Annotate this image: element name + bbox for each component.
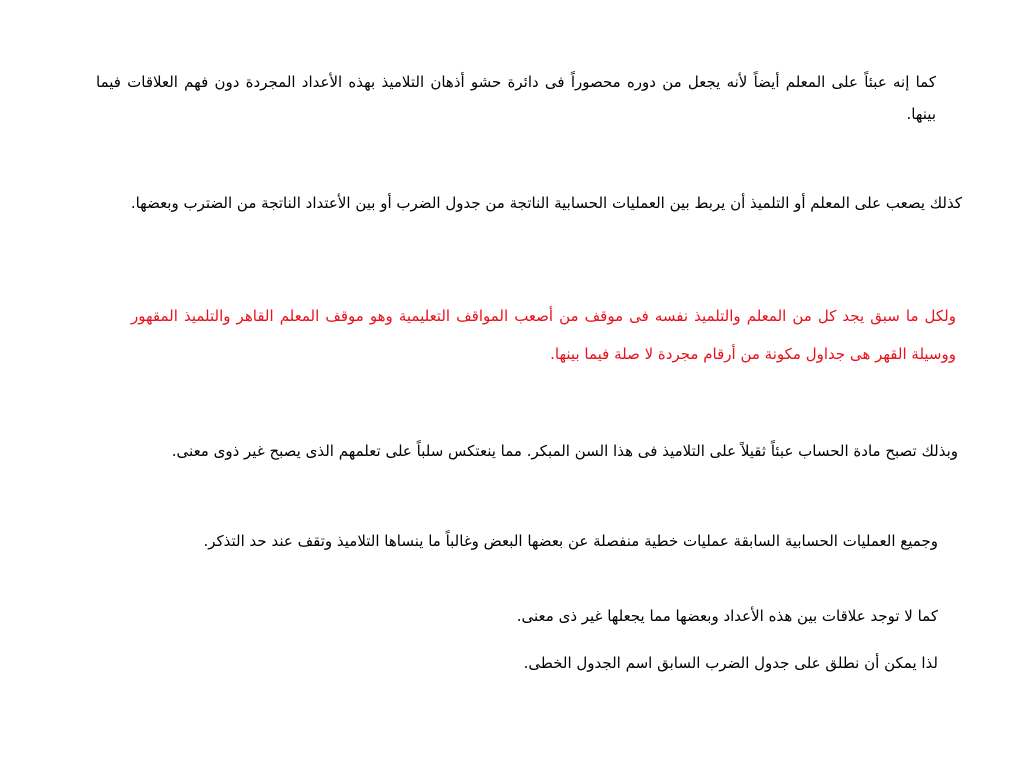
- paragraph-linear-table: لذا يمكن أن نطلق على جدول الضرب السابق اسم الجدول الخطى.: [523, 654, 938, 672]
- paragraph-teacher-burden: كما إنه عبئاً على المعلم أيضاً لأنه يجعل من دوره محصوراً فى دائرة حشو أذهان التلاميذ بهذه الأعداد المجردة دون فهم العلاقات فيما بينها.: [96, 73, 936, 123]
- paragraph-no-relations: كما لا توجد علاقات بين هذه الأعداد وبعضها مما يجعلها غير ذى معنى.: [516, 607, 938, 625]
- paragraph-oppression-highlight: ولكل ما سبق يجد كل من المعلم والتلميذ نفسه فى موقف من أصعب المواقف التعليمية وهو موقف المعلم القاهر والتلميذ المقهور ووسيلة القهر هى جداول مكونة من أرقام مجردة لا صلة فيما بينها.: [131, 307, 956, 363]
- paragraph-linear-operations: وجميع العمليات الحسابية السابقة عمليات خطية منفصلة عن بعضها البعض وغالباً ما ينساها التلاميذ وتقف عند حد التذكر.: [203, 532, 938, 550]
- paragraph-linking-difficulty: كذلك يصعب على المعلم أو التلميذ أن يربط بين العمليات الحسابية الناتجة من جدول الضرب أو بين الأعتداد الناتجة من الضترب وبعضها.: [130, 194, 962, 212]
- paragraph-arithmetic-burden: وبذلك تصبح مادة الحساب عبئاً ثقيلاً على التلاميذ فى هذا السن المبكر. مما ينعتكس سلباً على تعلمهم الذى يصبح غير ذوى معنى.: [171, 442, 958, 460]
